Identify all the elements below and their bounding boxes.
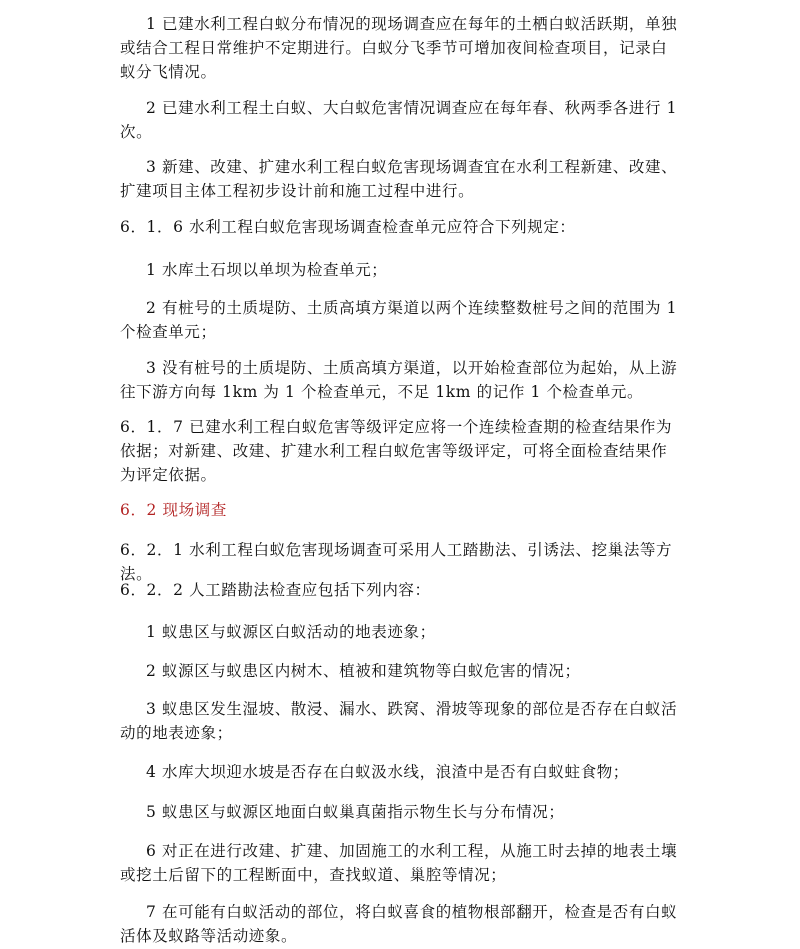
paragraph-item-9: 3 蚁患区发生湿坡、散浸、漏水、跌窝、滑坡等现象的部位是否存在白蚁活动的地表迹象； (120, 700, 678, 742)
paragraph-item-12: 6 对正在进行改建、扩建、加固施工的水利工程，从施工时去掉的地表土壤或挖土后留下的工程断面中，查找蚁道、巢腔等情况； (120, 842, 678, 884)
clause-6-2-1: 6．2．1 水利工程白蚁危害现场调查可采用人工踏勘法、引诱法、挖巢法等方法。 (120, 541, 673, 583)
clause-6-1-7: 6．1．7 已建水利工程白蚁危害等级评定应将一个连续检查期的检查结果作为依据；对新建、改建、扩建水利工程白蚁危害等级评定，可将全面检查结果作为评定依据。 (120, 418, 673, 484)
paragraph-item-5: 2 有桩号的土质堤防、土质高填方渠道以两个连续整数桩号之间的范围为 1 个检查单元； (120, 299, 678, 341)
paragraph-item-4: 1 水库土石坝以单坝为检查单元； (146, 261, 388, 279)
paragraph-item-7: 1 蚁患区与蚁源区白蚁活动的地表迹象； (146, 623, 436, 641)
paragraph-item-2: 2 已建水利工程土白蚁、大白蚁危害情况调查应在每年春、秋两季各进行 1 次。 (120, 99, 678, 141)
clause-6-1-6: 6．1．6 水利工程白蚁危害现场调查检查单元应符合下列规定： (120, 218, 576, 236)
clause-6-2-2: 6．2．2 人工踏勘法检查应包括下列内容： (120, 581, 431, 599)
paragraph-item-6: 3 没有桩号的土质堤防、土质高填方渠道，以开始检查部位为起始，从上游往下游方向每 1km 为 1 个检查单元，不足 1km 的记作 1 个检查单元。 (120, 359, 678, 401)
section-heading-6-2: 6．2 现场调查 (120, 501, 227, 519)
paragraph-item-10: 4 水库大坝迎水坡是否存在白蚁汲水线，浪渣中是否有白蚁蛀食物； (146, 763, 629, 781)
paragraph-item-8: 2 蚁源区与蚁患区内树木、植被和建筑物等白蚁危害的情况； (146, 662, 581, 680)
paragraph-item-13: 7 在可能有白蚁活动的部位，将白蚁喜食的植物根部翻开，检查是否有白蚁活体及蚁路等活动迹象。 (120, 903, 678, 945)
paragraph-item-1: 1 已建水利工程白蚁分布情况的现场调查应在每年的土栖白蚁活跃期，单独或结合工程日常维护不定期进行。白蚁分飞季节可增加夜间检查项目，记录白蚁分飞情况。 (120, 15, 678, 81)
paragraph-item-3: 3 新建、改建、扩建水利工程白蚁危害现场调查宜在水利工程新建、改建、扩建项目主体工程初步设计前和施工过程中进行。 (120, 158, 678, 200)
paragraph-item-11: 5 蚁患区与蚁源区地面白蚁巢真菌指示物生长与分布情况； (146, 803, 565, 821)
